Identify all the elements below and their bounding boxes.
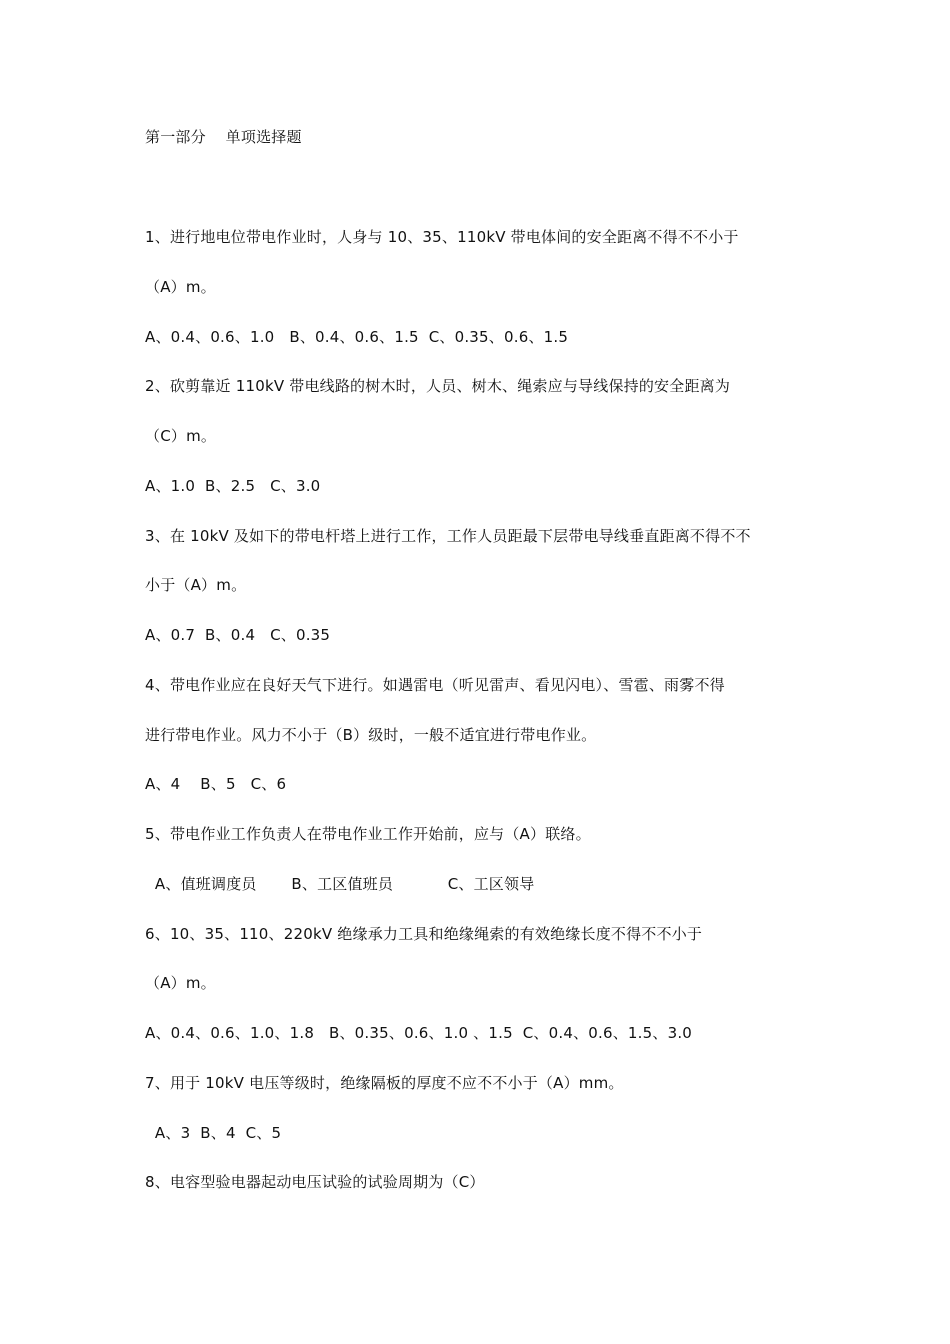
question-7-options: A、3 B、4 C、5 — [145, 1124, 282, 1142]
question-7-line-1: 7、用于 10kV 电压等级时，绝缘隔板的厚度不应不不小于（A）mm。 — [145, 1074, 624, 1092]
question-3-line-2: 小于（A）m。 — [145, 576, 247, 594]
question-5-line-1: 5、带电作业工作负责人在带电作业工作开始前，应与（A）联络。 — [145, 825, 591, 843]
question-1-line-2: （A）m。 — [145, 278, 216, 296]
question-6-line-1: 6、10、35、110、220kV 绝缘承力工具和绝缘绳索的有效绝缘长度不得不不小于 — [145, 925, 703, 943]
question-4-options: A、4 B、5 C、6 — [145, 775, 287, 793]
question-3-line-1: 3、在 10kV 及如下的带电杆塔上进行工作，工作人员距最下层带电导线垂直距离不得不不 — [145, 527, 751, 545]
question-4-line-1: 4、带电作业应在良好天气下进行。如遇雷电（听见雷声、看见闪电）、雪雹、雨雾不得 — [145, 676, 725, 694]
question-2-line-2: （C）m。 — [145, 427, 217, 445]
question-2-line-1: 2、砍剪靠近 110kV 带电线路的树木时，人员、树木、绳索应与导线保持的安全距离为 — [145, 377, 731, 395]
question-5-options: A、值班调度员 B、工区值班员 C、工区领导 — [145, 875, 535, 893]
question-2-options: A、1.0 B、2.5 C、3.0 — [145, 477, 321, 495]
question-1-line-1: 1、进行地电位带电作业时，人身与 10、35、110kV 带电体间的安全距离不得不不小于 — [145, 228, 739, 246]
question-1-options: A、0.4、0.6、1.0 B、0.4、0.6、1.5 C、0.35、0.6、1.5 — [145, 328, 569, 346]
question-8-line-1: 8、电容型验电器起动电压试验的试验周期为（C） — [145, 1173, 485, 1191]
section-title: 第一部分 单项选择题 — [145, 128, 302, 146]
question-6-options: A、0.4、0.6、1.0、1.8 B、0.35、0.6、1.0 、1.5 C、0.4、0.6、1.5、3.0 — [145, 1024, 693, 1042]
question-6-line-2: （A）m。 — [145, 974, 216, 992]
question-4-line-2: 进行带电作业。风力不小于（B）级时，一般不适宜进行带电作业。 — [145, 726, 597, 744]
question-3-options: A、0.7 B、0.4 C、0.35 — [145, 626, 331, 644]
